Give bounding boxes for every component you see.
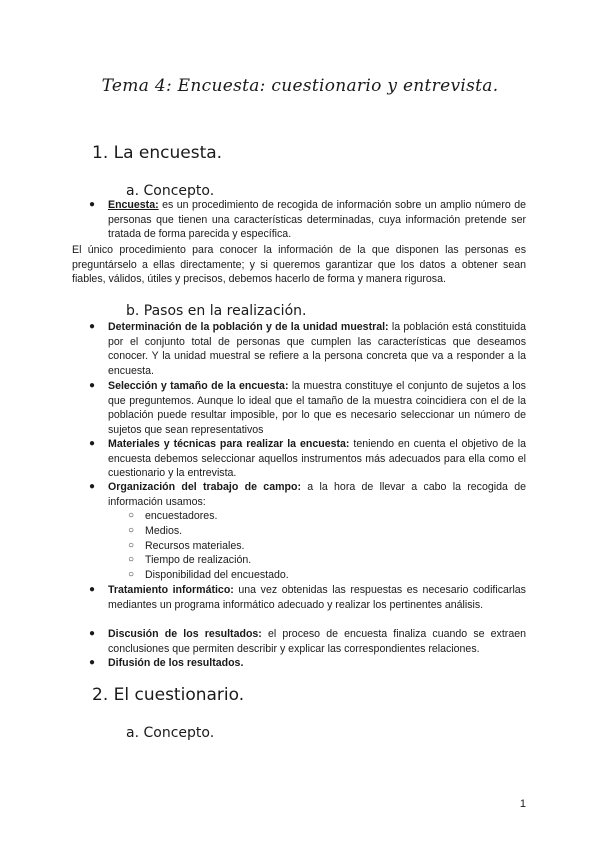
item-term: Difusión de los resultados. <box>108 657 244 669</box>
subsection-heading: a. Concepto. <box>126 183 215 199</box>
document-title: Tema 4: Encuesta: cuestionario y entrevista. <box>101 76 499 96</box>
bullet-dot: ● <box>89 481 96 492</box>
sub-list-item: Recursos materiales. <box>145 540 245 552</box>
list-item <box>108 379 526 438</box>
item-text: teniendo en cuenta el objetivo de la encuesta debemos seleccionar aquellos instrumentos más adecuados para ella como el cuestionario y la entrevista. <box>108 438 526 480</box>
bullet-dot: ● <box>89 628 96 639</box>
bullet-dot: ● <box>89 438 96 449</box>
sub-bullet: ○ <box>128 540 135 551</box>
bullet-dot: ● <box>89 321 96 332</box>
item-text: el proceso de encuesta finaliza cuando se extraen conclusiones que permiten describir y explicar las correspondientes relaciones. <box>108 628 526 655</box>
bullet-dot: ● <box>89 657 96 668</box>
list-item <box>108 437 526 481</box>
list-item <box>108 627 526 656</box>
item-term: Determinación de la población y de la unidad muestral: <box>108 321 389 333</box>
item-term: Materiales y técnicas para realizar la encuesta: <box>108 438 350 450</box>
list-item <box>108 656 526 671</box>
subsection-heading: a. Concepto. <box>126 725 215 741</box>
list-item <box>108 198 526 242</box>
item-text: la población está constituida por el conjunto total de personas que cumplen las características que deseamos conocer. Y la unidad muestral se refiere a la persona concreta que va a responder a la encuesta. <box>108 321 527 378</box>
sub-bullet: ○ <box>128 554 135 565</box>
item-term: Organización del trabajo de campo: <box>108 481 301 493</box>
sub-list-item: encuestadores. <box>145 510 218 522</box>
page-number: 1 <box>519 798 526 810</box>
bullet-dot: ● <box>89 199 96 210</box>
list-item <box>108 320 526 379</box>
item-term: Discusión de los resultados: <box>108 628 262 640</box>
sub-bullet: ○ <box>128 510 135 521</box>
subsection-heading: b. Pasos en la realización. <box>126 303 307 319</box>
bullet-dot: ● <box>89 584 96 595</box>
sub-list-item: Tiempo de realización. <box>145 554 252 566</box>
item-text: una vez obtenidas las respuestas es necesario codificarlas mediantes un programa informático adecuado y realizar los pertinentes análisis. <box>108 584 526 611</box>
sub-list-item: Medios. <box>145 525 183 537</box>
item-term: Selección y tamaño de la encuesta: <box>108 380 289 392</box>
body-paragraph: El único procedimiento para conocer la información de la que disponen las personas es preguntárselo a ellas directamente; y si queremos garantizar que los datos a obtener sean fiables, válidos, útiles y precisos, debemos hacerlo de forma y manera rigurosa. <box>72 244 526 286</box>
item-text: la muestra constituye el conjunto de sujetos a los que preguntemos. Aunque lo ideal que el tamaño de la muestra coincidiera con el de la población puede resultar imposible, por lo que es necesario seleccionar un número de sujetos que sean representativos <box>108 380 526 437</box>
item-term: Encuesta: <box>108 199 159 211</box>
section-heading: 1. La encuesta. <box>92 143 223 163</box>
item-text: a la hora de llevar a cabo la recogida de información usamos: <box>108 481 526 508</box>
list-item <box>108 480 526 509</box>
bullet-dot: ● <box>89 380 96 391</box>
sub-bullet: ○ <box>128 569 135 580</box>
list-item <box>108 583 526 612</box>
item-text: es un procedimiento de recogida de información sobre un amplio número de personas que tienen una características determinadas, cuya información pretende ser tratada de forma parecida y específica. <box>108 199 526 241</box>
sub-list-item: Disponibilidad del encuestado. <box>145 569 289 581</box>
section-heading: 2. El cuestionario. <box>92 685 245 705</box>
item-term: Tratamiento informático: <box>108 584 234 596</box>
sub-bullet: ○ <box>128 525 135 536</box>
